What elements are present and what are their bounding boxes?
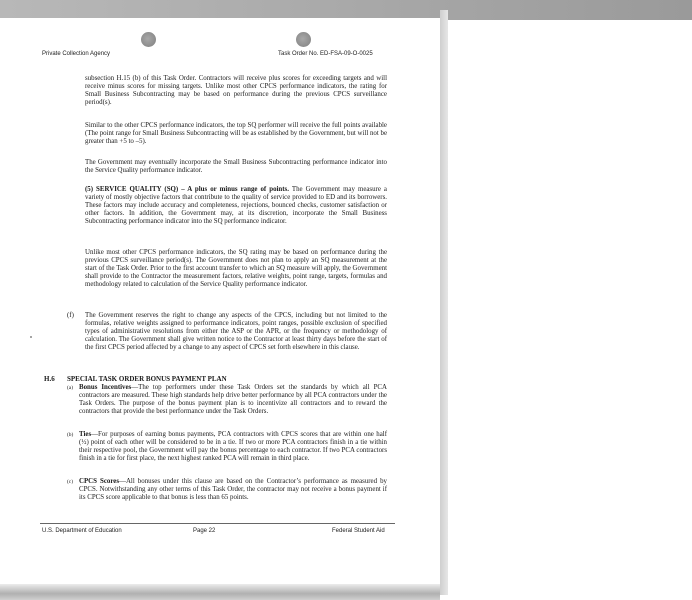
item-f-marker: (f) bbox=[67, 312, 74, 319]
item-c-label: CPCS Scores bbox=[79, 478, 120, 485]
scan-shadow-top bbox=[0, 0, 692, 20]
paragraph-sb-scores: subsection H.15 (b) of this Task Order. Contractors will receive plus scores for exceeding targets and will receive minus scores for missing targets. Unlike most other CPCS performance indicators, the rating for Small Business Subcontracting may be based on performance during the previous CPCS surveillance period(s). bbox=[85, 75, 387, 107]
punch-hole-left bbox=[141, 32, 156, 47]
scan-shadow-bottom bbox=[0, 584, 440, 600]
service-quality-heading: (5) SERVICE QUALITY (SQ) – A plus or minus range of points. bbox=[85, 186, 289, 193]
item-b-marker: (b) bbox=[67, 432, 74, 438]
footer-right: Federal Student Aid bbox=[332, 528, 385, 534]
item-a bbox=[79, 384, 387, 416]
header-right: Task Order No. ED-FSA-09-O-0025 bbox=[278, 51, 373, 57]
scan-shadow-right bbox=[440, 10, 448, 595]
header-left: Private Collection Agency bbox=[42, 51, 111, 57]
section-title: SPECIAL TASK ORDER BONUS PAYMENT PLAN bbox=[67, 375, 227, 383]
item-c-text: —All bonuses under this clause are based on the Contractor’s performance as measured by CPCS. Notwithstanding any other terms of this Task Order, the contractor may not receive a bonus payment if its CPCS score applicable to that bonus is less than 65 points. bbox=[79, 478, 387, 502]
item-f-text: The Government reserves the right to change any aspects of the CPCS, including but not limited to the formulas, relative weights assigned to performance indicators, point ranges, possible exclusion of specified types of administrative resolutions from either the ASP or the APR, or the frequency or methodology of calculation. The Government shall give written notice to the Contractor at least thirty days before the start of the first CPCS period affected by a change to any aspect of CPCS set forth elsewhere in this clause. bbox=[85, 312, 387, 352]
item-c bbox=[79, 478, 387, 502]
footer-rule bbox=[40, 523, 395, 524]
footer-page-number: Page 22 bbox=[193, 528, 216, 534]
footer-left: U.S. Department of Education bbox=[42, 528, 122, 534]
item-b-label: Ties bbox=[79, 431, 92, 438]
paragraph-service-quality bbox=[85, 186, 387, 226]
section-number: H.6 bbox=[44, 375, 55, 383]
item-c-marker: (c) bbox=[67, 479, 73, 485]
item-a-label: Bonus Incentives bbox=[79, 384, 132, 391]
service-quality-text: The Government may measure a variety of mostly objective factors that contribute to the quality of service provided to ED and its borrowers. These factors may include accuracy and completeness, rejections, bounced checks, customer satisfaction or other factors. In addition, the Government may, at its discretion, incorporate the Small Business Subcontracting performance indicator into the SQ performance indicator. bbox=[85, 186, 387, 226]
item-a-marker: (a) bbox=[67, 385, 73, 391]
scan-speck bbox=[30, 336, 32, 338]
paragraph-sb-points: Similar to the other CPCS performance indicators, the top SQ performer will receive the full points available (The point range for Small Business Subcontracting will be as established by the Government, but will not be greater than +5 to –5). bbox=[85, 122, 387, 146]
document-page bbox=[0, 18, 440, 586]
item-b bbox=[79, 431, 387, 463]
item-a-text: —The top performers under these Task Orders set the standards by which all PCA contractors are measured. These high standards help drive better performance by all PCA contractors under the Task Orders. The purpose of the bonus payment plan is to incentivize all contractors and to reward the contractors that provide the best performance under the Task Orders. bbox=[79, 384, 387, 416]
item-b-text: —For purposes of earning bonus payments, PCA contractors with CPCS scores that are within one half (½) point of each other will be considered to be in a tie. If two or more PCA contractors finish in a tie within their respective pool, the Government will pay the bonus percentage to each contractor. If two PCA contractors finish in a tie for first place, the next highest ranked PCA will remain in third place. bbox=[79, 431, 387, 463]
paragraph-sq-rating: Unlike most other CPCS performance indicators, the SQ rating may be based on performance during the previous CPCS surveillance period(s). The Government does not plan to apply an SQ measurement at the start of the Task Order. Prior to the first account transfer to which an SQ measure will apply, the Government shall provide to the Contractor the measurement factors, relative weights, point range, targets, formulas and methodology related to calculation of the Service Quality performance indicator. bbox=[85, 249, 387, 289]
paragraph-sb-incorporate: The Government may eventually incorporate the Small Business Subcontracting performance indicator into the Service Quality performance indicator. bbox=[85, 159, 387, 175]
punch-hole-right bbox=[296, 32, 311, 47]
